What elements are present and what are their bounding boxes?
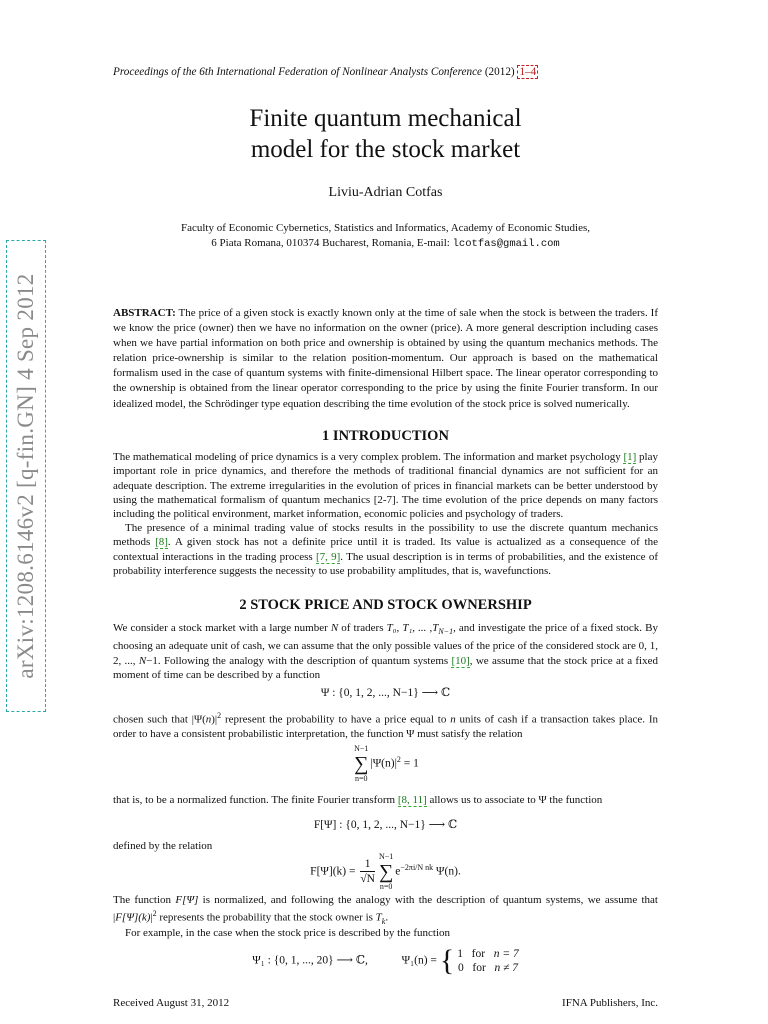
sum-sign: ∑ [379, 861, 394, 883]
text: . A given stock has not a definite price until it is traded. Its value is actualized as a consequence of the contextual interactions in the trading process [113, 536, 659, 563]
text: play important role in price dynamics, and therefore the methods of traditional financial dynamics are not sufficient for an adequate description. The extreme irregularities in the evolution of prices in financial markets can be better understood by using the mathematical formalism of quantum mechanics [2-7]. The time evolution of the price depends on many factors including the political environment, market information, economic policies and psychology of traders. [113, 451, 658, 521]
text: . The usual description is in terms of probabilities, and the existence of probability interference suggests the necessity to use probability amplitudes, that is, wavefunctions. [113, 550, 659, 577]
running-header [113, 66, 658, 78]
abstract [113, 306, 658, 412]
journal-name: Proceedings of the 6th International Federation of Nonlinear Analysts Conference [113, 66, 483, 78]
text: units of cash if a transaction takes place. In order to have a consistent probabilistic interpretation, the function Ψ must satisfy the relation [113, 713, 658, 740]
math-sub: k [381, 917, 386, 927]
author-name: Liviu-Adrian Cotfas [328, 185, 443, 200]
title-line-1: Finite quantum mechanical [249, 105, 522, 132]
math-var: T₀, T₁, ... ,T [386, 622, 439, 634]
paragraph-body [113, 521, 658, 578]
text: )| [211, 713, 218, 726]
case-condition: n = 7 [493, 948, 519, 960]
text: is normalized, and following the analogy with the description of quantum systems, we assume that | [113, 894, 658, 924]
math-sup: 2 [152, 909, 157, 919]
reference-link-10[interactable]: [10] [451, 654, 470, 667]
cases-brace: { [439, 944, 455, 977]
arxiv-stamp[interactable] [6, 240, 46, 712]
case-word: for [472, 962, 486, 974]
author-email[interactable]: lcotfas@gmail.com [452, 238, 560, 250]
math-expr: Ψ₁(n) = [401, 954, 437, 967]
text: , and investigate the price of a fixed stock. By choosing an adequate unit of cash, we can assume that the only possible values of the price of the considered stock are 0, 1, 2, ..., [113, 622, 658, 667]
sum-upper-limit: N−1 [378, 852, 394, 861]
text: of traders [338, 622, 387, 634]
section2-paragraph-3 [113, 793, 658, 807]
math-sup: 2 [217, 711, 222, 720]
intro-paragraph-1 [113, 450, 658, 521]
reference-link-8[interactable]: [8] [155, 536, 168, 549]
paragraph-body: For example, in the case when the stock price is described by the function [125, 927, 451, 939]
text: We consider a stock market with a large number [113, 622, 331, 634]
math-expr: |Ψ(n)| [370, 757, 397, 770]
summation [354, 744, 368, 784]
section2-paragraph-1 [113, 621, 658, 682]
text: The mathematical modeling of price dynamics is a very complex problem. The information and market psychology [113, 451, 624, 463]
sum-sign: ∑ [354, 753, 369, 775]
equation-fourier-transform [113, 852, 658, 892]
math-var: N [138, 654, 147, 667]
footer-publisher: IFNA Publishers, Inc. [562, 997, 658, 1009]
sum-lower-limit: n=0 [379, 882, 393, 891]
summation [379, 852, 393, 892]
section-heading-introduction: 1 INTRODUCTION [322, 428, 449, 444]
arxiv-stamp-text: arXiv:1208.6146v2 [q-fin.GN] 4 Sep 2012 [13, 273, 38, 679]
text: −1. Following the analogy with the description of quantum systems [146, 654, 452, 667]
journal-year: (2012) [482, 66, 518, 78]
section2-paragraph-2 [113, 709, 658, 741]
section2-paragraph-4: defined by the relation [113, 840, 213, 852]
text: chosen such that |Ψ( [113, 713, 206, 726]
text: The presence of a minimal trading value of stocks results in the possibility to use the discrete quantum mechanics methods [113, 522, 658, 549]
text: represents the probability that the stock owner is [156, 911, 376, 924]
case-row-1 [457, 947, 518, 961]
paper-title [113, 103, 658, 165]
page-range-link[interactable]: 1–4 [519, 66, 537, 78]
math-expr: e [395, 865, 401, 878]
math-var: F[Ψ](k) [115, 911, 151, 924]
math-expr: F[Ψ](k) = [310, 865, 359, 878]
section-heading-stock-price: 2 STOCK PRICE AND STOCK OWNERSHIP [239, 597, 532, 613]
math-expr: = 1 [400, 757, 419, 770]
case-condition: n ≠ 7 [494, 962, 518, 974]
footer-received-date: Received August 31, 2012 [113, 997, 230, 1009]
case-value: 0 [458, 962, 464, 974]
reference-link-8-11[interactable]: [8, 11] [397, 794, 427, 806]
math-var: n [205, 713, 212, 726]
case-value: 1 [457, 948, 464, 960]
text: | [150, 911, 153, 924]
equation-example-psi1 [113, 946, 658, 976]
fraction-numerator: 1 [360, 858, 375, 872]
fraction-denominator: √N [360, 873, 375, 885]
section2-paragraph-5 [113, 893, 658, 929]
text: , we assume that the stock price at a fixed moment of time can be described by a function [113, 654, 658, 682]
equation-fourier-domain: F[Ψ] : {0, 1, 2, ..., N−1} ⟶ ℂ [313, 819, 458, 831]
case-row-2 [457, 961, 518, 975]
text: represent the probability to have a price equal to [221, 713, 451, 726]
math-var: n [450, 713, 456, 726]
text: that is, to be a normalized function. The finite Fourier transform [113, 794, 398, 806]
abstract-text: The price of a given stock is exactly known only at the time of sale when the stock is between the traders. If we know the price (owner) then we have no information on the owner (price). A more general description including cases when we have partial information on both price and ownership is obtained by using the quantum mechanics methods. The relation price-ownership is similar to the relation position-momentum. Our approach is based on the mathematical formalism used in the case of quantum systems with finite-dimensional Hilbert space. The linear operator corresponding to the ownership is obtained from the linear operator corresponding to the price by using the finite Fourier transform. In our idealized model, the Schrödinger type equation describing the time evolution of the stock price is solved numerically. [113, 307, 658, 410]
math-var: F[Ψ] [175, 894, 199, 906]
math-exponent: −2πi/N nk [400, 862, 434, 872]
text: . [385, 911, 389, 924]
affiliation-line-1: Faculty of Economic Cybernetics, Statistics and Informatics, Academy of Economic Studies, [180, 222, 591, 234]
cases [457, 947, 518, 975]
title-line-2: model for the stock market [250, 136, 521, 163]
affiliation-line-2: 6 Piata Romana, 010374 Bucharest, Romania, E-mail: [211, 237, 453, 249]
text: The function [113, 894, 176, 906]
math-var: T [375, 911, 382, 924]
reference-link-1[interactable]: [1] [623, 451, 637, 463]
math-expr: Ψ₁ : {0, 1, ..., 20} ⟶ ℂ, [252, 954, 368, 967]
intro-paragraph-2 [113, 521, 658, 578]
math-expr: Ψ(n). [433, 865, 461, 878]
sum-upper-limit: N−1 [354, 744, 369, 753]
math-sub: N−1 [438, 627, 454, 637]
math-var: N [330, 622, 339, 634]
section2-paragraph-6 [113, 926, 658, 940]
equation-psi-domain: Ψ : {0, 1, 2, ..., N−1} ⟶ ℂ [320, 687, 451, 699]
fraction [360, 858, 375, 886]
affiliation [113, 221, 658, 252]
text: allows us to associate to Ψ the function [426, 794, 603, 806]
sum-lower-limit: n=0 [354, 774, 368, 783]
equation-normalization [113, 744, 658, 784]
case-word: for [471, 948, 486, 960]
reference-link-7-9[interactable]: [7, 9] [315, 550, 341, 563]
abstract-label: ABSTRACT: [113, 307, 176, 319]
math-sup: 2 [396, 754, 401, 764]
